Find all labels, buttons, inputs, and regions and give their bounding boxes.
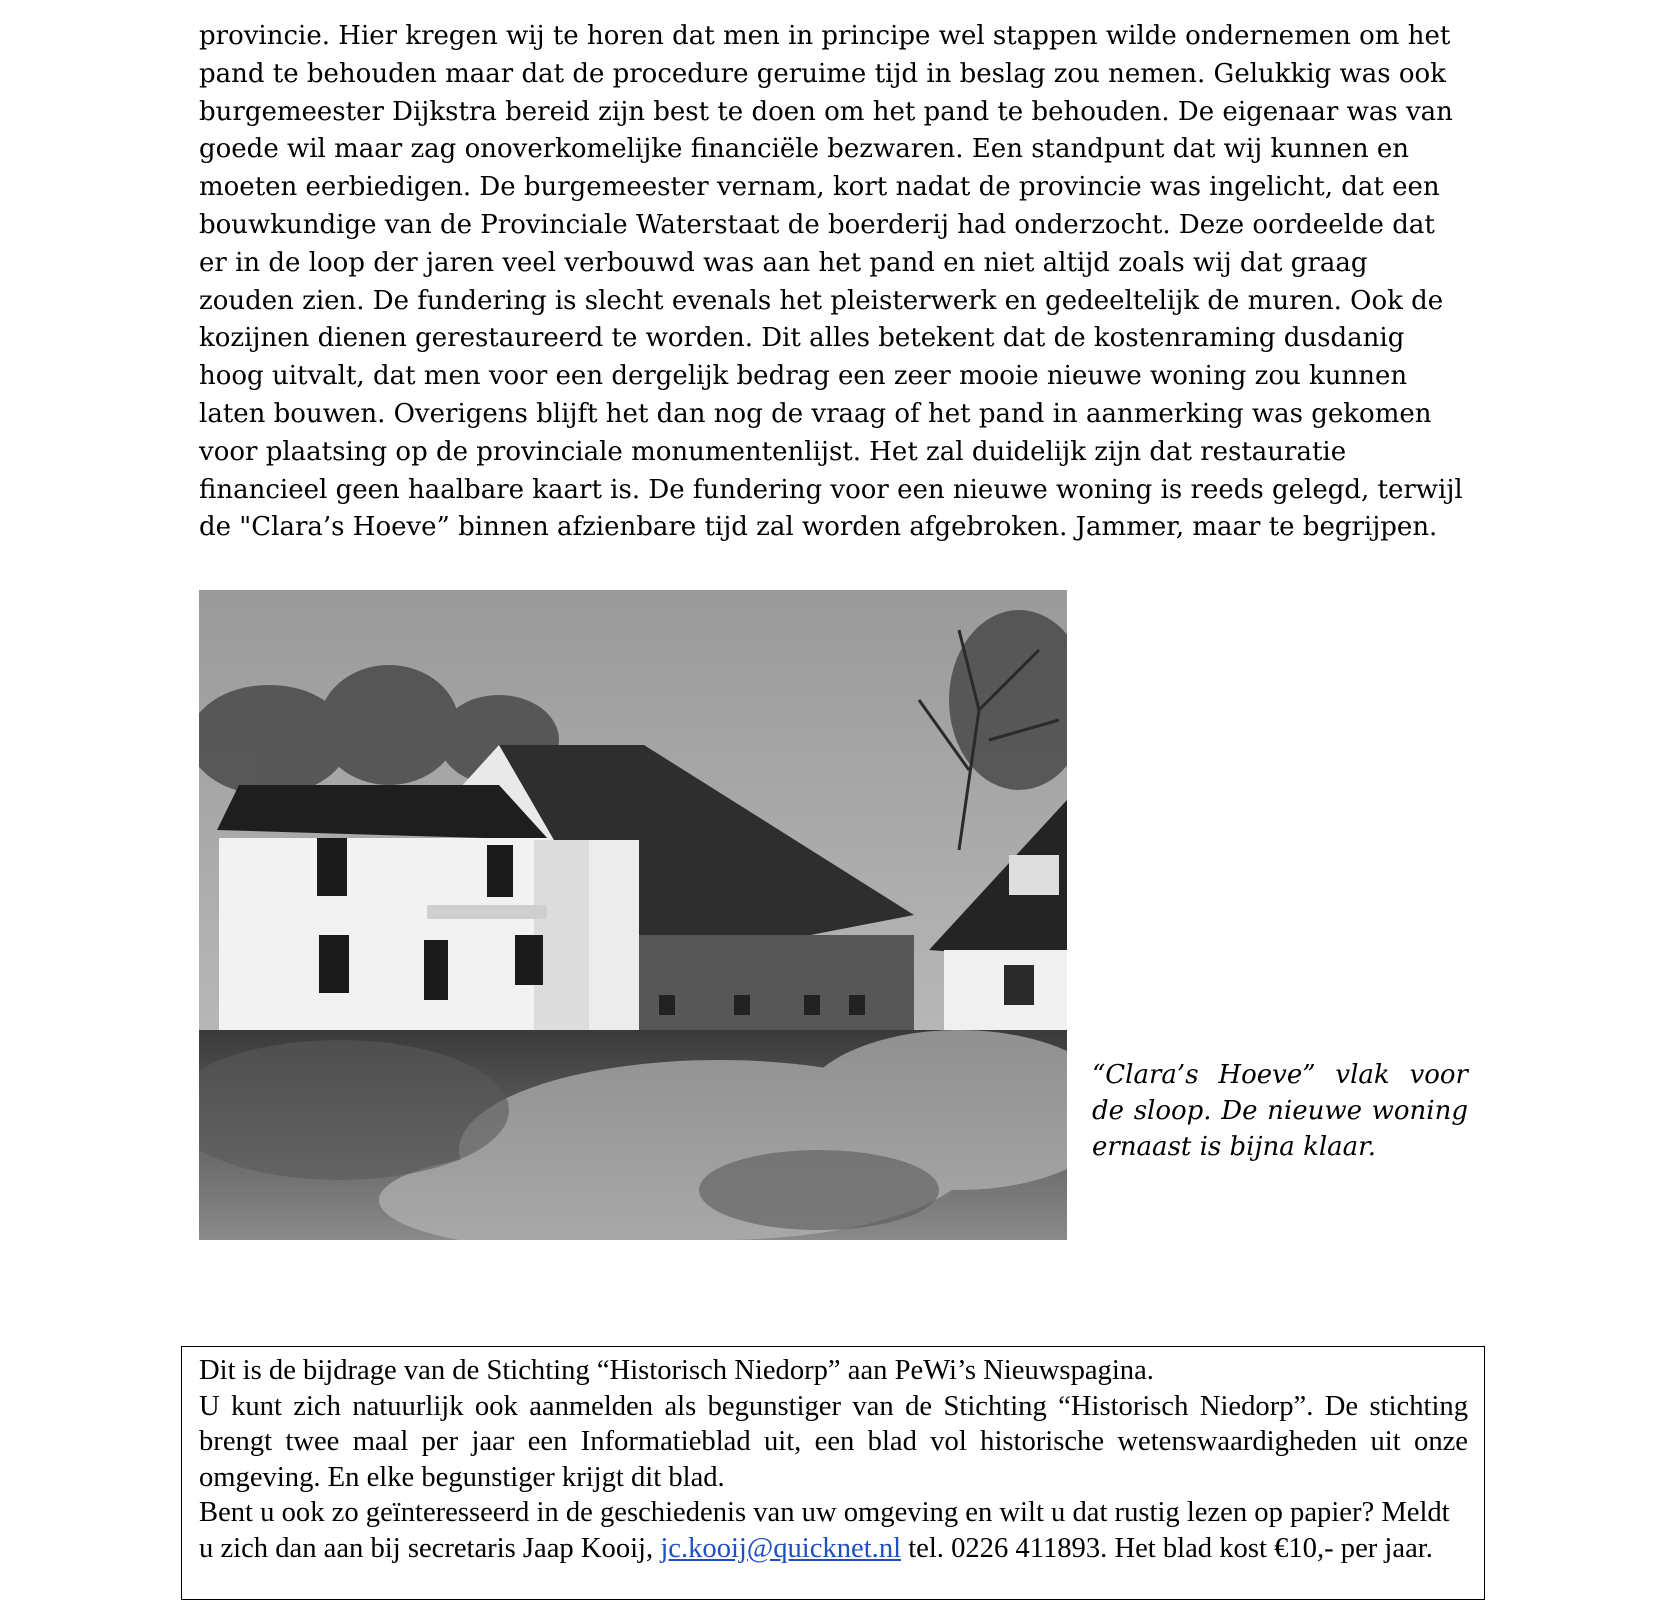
info-text-after-email: tel. 0226 411893. Het blad kost €10,- per jaar. (901, 1532, 1433, 1564)
info-paragraph-2: U kunt zich natuurlijk ook aanmelden als begunstiger van de Stichting “Historisch Niedorp”. De stichting brengt twee maal per jaar een Informatieblad uit, een blad vol historische wetenswaardigheden uit onze omgeving. En elke begunstiger krijgt dit blad. (199, 1390, 1468, 1493)
email-link[interactable]: jc.kooij@quicknet.nl (660, 1532, 902, 1564)
farmhouse-illustration (199, 590, 1067, 1240)
photo-caption: “Clara’s Hoeve” vlak voor de sloop. De nieuwe woning ernaast is bijna klaar. (1092, 1060, 1468, 1162)
info-paragraph-3 (199, 1495, 1468, 1566)
article-paragraph: provincie. Hier kregen wij te horen dat men in principe wel stappen wilde ondernemen om het pand te behouden maar dat de procedure geruime tijd in beslag zou nemen. Gelukkig was ook burgemeester Dijkstra bereid zijn best te doen om het pand te behouden. De eigenaar was van goede wil maar zag onoverkomelijke financiële bezwaren. Een standpunt dat wij kunnen en moeten eerbiedigen. De burgemeester vernam, kort nadat de provincie was ingelicht, dat een bouwkundige van de Provinciale Waterstaat de boerderij had onderzocht. Deze oordeelde dat er in de loop der jaren veel verbouwd was aan het pand en niet altijd zoals wij dat graag zouden zien. De fundering is slecht evenals het pleisterwerk en gedeeltelijk de muren. Ook de kozijnen dienen gerestaureerd te worden. Dit alles betekent dat de kostenraming dusdanig hoog uitvalt, dat men voor een dergelijk bedrag een zeer mooie nieuwe woning zou kunnen laten bouwen. Overigens blijft het dan nog de vraag of het pand in aanmerking was gekomen voor plaatsing op de provinciale monumentenlijst. Het zal duidelijk zijn dat restauratie financieel geen haalbare kaart is. De fundering voor een nieuwe woning is reeds gelegd, terwijl de "Clara’s Hoeve” binnen afzienbare tijd zal worden afgebroken. Jammer, maar te begrijpen. (199, 21, 1463, 543)
article-text (199, 18, 1469, 547)
info-line-1: Dit is de bijdrage van de Stichting “Historisch Niedorp” aan PeWi’s Nieuwspagina. (199, 1355, 1154, 1386)
foundation-info-box (181, 1346, 1485, 1600)
info-text-before-email: Bent u ook zo geïnteresseerd in de geschiedenis van uw omgeving en wilt u dat rustig lezen op papier? Meldt u zich dan aan bij secretaris Jaap Kooij, (199, 1497, 1450, 1564)
farmhouse-photo (199, 590, 1067, 1240)
